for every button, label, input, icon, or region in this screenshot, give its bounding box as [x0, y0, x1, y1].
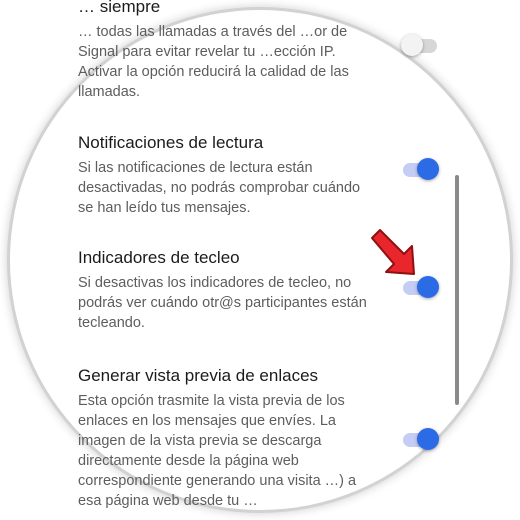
setting-link-previews[interactable] [78, 365, 368, 511]
toggle-link-previews[interactable] [403, 428, 439, 450]
toggle-thumb [401, 34, 423, 56]
setting-typing-indicators[interactable] [78, 247, 368, 333]
setting-always-relay-calls[interactable] [78, 0, 368, 102]
toggle-always-relay-calls[interactable] [403, 34, 439, 56]
setting-title: Indicadores de tecleo [78, 248, 240, 267]
setting-read-receipts[interactable] [78, 132, 368, 218]
setting-description: Si desactivas los indicadores de tecleo, no podrás ver cuándo otr@s participantes están tecleando. [78, 275, 367, 331]
setting-title: Notificaciones de lectura [78, 133, 264, 152]
setting-description: Esta opción trasmite la vista previa de los enlaces en los mensajes que envíes. La imagen de la vista previa se descarga directamente desde la página web correspondiente generando una visita …) a esa página web desde tu … [78, 393, 357, 509]
magnifier-lens [10, 0, 510, 510]
setting-description: … todas las llamadas a través del …or de Signal para evitar revelar tu …ección IP. Activar la opción reducirá la calidad de las llamadas. [78, 24, 349, 100]
setting-description: Si las notificaciones de lectura están desactivadas, no podrás comprobar cuándo se han leído tus mensajes. [78, 160, 361, 216]
red-arrow-icon [368, 226, 424, 282]
scrollbar[interactable] [455, 175, 459, 405]
toggle-thumb [417, 158, 439, 180]
setting-title: … siempre [78, 0, 161, 16]
setting-title: Generar vista previa de enlaces [78, 366, 319, 385]
toggle-read-receipts[interactable] [403, 158, 439, 180]
settings-list [10, 0, 510, 510]
toggle-thumb [417, 428, 439, 450]
